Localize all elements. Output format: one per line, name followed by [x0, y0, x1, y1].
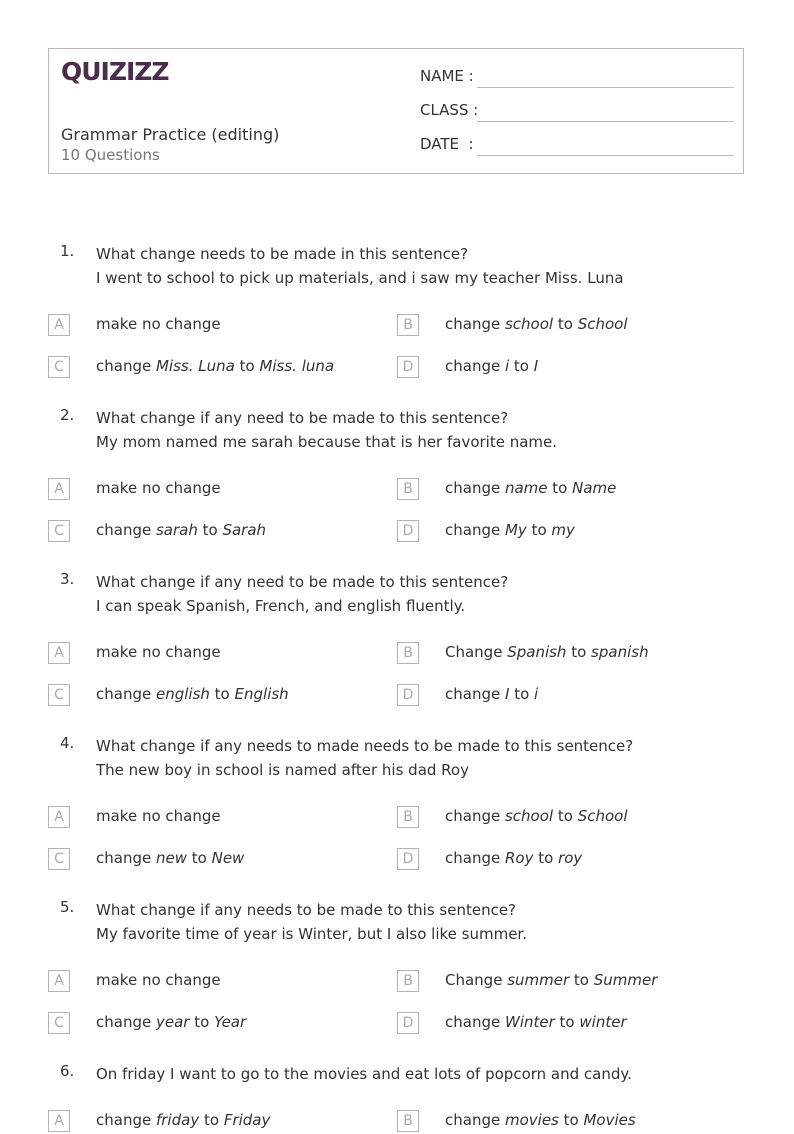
option-term: name — [504, 479, 548, 497]
answer-option-a[interactable] — [48, 314, 378, 338]
worksheet-header — [48, 48, 744, 174]
option-word: change — [445, 357, 505, 375]
option-word: to — [209, 685, 235, 703]
option-letter-box[interactable]: D — [397, 520, 419, 542]
option-text — [96, 357, 334, 375]
option-letter-box[interactable]: A — [48, 314, 70, 336]
question-line: What change if any need to be made to this sentence? — [96, 409, 509, 427]
option-term: school — [504, 807, 554, 825]
answer-option-c[interactable] — [48, 684, 378, 708]
option-term: Sarah — [222, 521, 267, 539]
option-letter-box[interactable]: A — [48, 1110, 70, 1132]
answer-option-b[interactable] — [397, 642, 727, 666]
answer-option-b[interactable] — [397, 1110, 727, 1134]
answer-option-d[interactable] — [397, 520, 727, 544]
option-word: change — [96, 685, 156, 703]
option-letter-box[interactable]: B — [397, 642, 419, 664]
option-term: School — [577, 807, 628, 825]
option-letter-box[interactable]: B — [397, 1110, 419, 1132]
option-word: to — [566, 643, 592, 661]
answer-option-d[interactable] — [397, 848, 727, 872]
option-word: to — [234, 357, 260, 375]
question-count: 10 Questions — [61, 146, 160, 164]
question-line: I went to school to pick up materials, and i saw my teacher Miss. Luna — [96, 269, 624, 287]
option-word: to — [199, 1111, 224, 1129]
option-letter-box[interactable]: B — [397, 970, 419, 992]
option-term: movies — [504, 1111, 559, 1129]
option-word: change — [445, 807, 505, 825]
option-letter-box[interactable]: D — [397, 356, 419, 378]
option-term: roy — [558, 849, 583, 867]
answer-option-a[interactable] — [48, 806, 378, 830]
option-term: spanish — [591, 643, 649, 661]
answer-option-b[interactable] — [397, 478, 727, 502]
option-word: change — [445, 479, 505, 497]
option-text — [445, 1013, 627, 1031]
option-letter-box[interactable]: D — [397, 684, 419, 706]
option-word: make no change — [96, 807, 221, 825]
option-letter-box[interactable]: C — [48, 848, 70, 870]
option-text — [96, 479, 221, 497]
option-word: change — [445, 1013, 505, 1031]
question-text — [96, 734, 633, 782]
class-line — [477, 121, 734, 122]
option-letter-box[interactable]: C — [48, 1012, 70, 1034]
option-word: make no change — [96, 643, 221, 661]
question-number: 2. — [60, 406, 75, 424]
option-letter-box[interactable]: A — [48, 806, 70, 828]
option-term: English — [234, 685, 289, 703]
option-text — [445, 357, 538, 375]
option-text — [445, 685, 538, 703]
question-line: I can speak Spanish, French, and english fluently. — [96, 597, 466, 615]
option-term: new — [155, 849, 187, 867]
option-letter-box[interactable]: C — [48, 356, 70, 378]
option-word: to — [187, 849, 212, 867]
answer-option-d[interactable] — [397, 684, 727, 708]
answer-option-c[interactable] — [48, 356, 378, 380]
option-word: to — [509, 685, 535, 703]
option-word: change — [96, 849, 156, 867]
question-line: What change if any needs to be made to this sentence? — [96, 901, 517, 919]
question-text — [96, 570, 508, 618]
worksheet-title: Grammar Practice (editing) — [61, 125, 280, 144]
question-line: The new boy in school is named after his dad Roy — [96, 761, 469, 779]
option-word: change — [445, 685, 505, 703]
quizizz-logo: QUIZIZZ — [61, 57, 169, 86]
option-term: winter — [579, 1013, 627, 1031]
option-word: to — [554, 1013, 580, 1031]
option-letter-box[interactable]: D — [397, 1012, 419, 1034]
option-term: Roy — [504, 849, 534, 867]
name-field — [420, 67, 734, 91]
question-number: 5. — [60, 898, 75, 916]
question-line: On friday I want to go to the movies and eat lots of popcorn and candy. — [96, 1065, 632, 1083]
question-line: My mom named me sarah because that is her favorite name. — [96, 433, 558, 451]
option-text — [96, 1013, 246, 1031]
option-word: to — [553, 807, 578, 825]
option-word: to — [197, 521, 223, 539]
option-text — [445, 521, 575, 539]
option-text — [445, 971, 657, 989]
option-term: i — [504, 357, 510, 375]
answer-option-c[interactable] — [48, 1012, 378, 1036]
answer-option-c[interactable] — [48, 848, 378, 872]
option-term: Summer — [593, 971, 658, 989]
option-term: english — [155, 685, 210, 703]
option-term: Miss. Luna — [155, 357, 235, 375]
question-line: My favorite time of year is Winter, but I also like summer. — [96, 925, 527, 943]
option-letter-box[interactable]: D — [397, 848, 419, 870]
option-word: change — [445, 315, 505, 333]
option-term: Movies — [583, 1111, 636, 1129]
option-text — [96, 971, 221, 989]
option-text — [96, 1111, 270, 1129]
option-term: My — [504, 521, 527, 539]
answer-option-a[interactable] — [48, 1110, 378, 1134]
option-text — [96, 807, 221, 825]
option-word: change — [445, 849, 505, 867]
question-text — [96, 406, 557, 454]
option-word: to — [526, 521, 552, 539]
question-text — [96, 242, 624, 290]
option-word: to — [189, 1013, 215, 1031]
answer-option-c[interactable] — [48, 520, 378, 544]
option-letter-box[interactable]: B — [397, 478, 419, 500]
option-text — [96, 643, 221, 661]
answer-option-d[interactable] — [397, 1012, 727, 1036]
option-term: school — [504, 315, 554, 333]
option-word: change — [96, 1013, 156, 1031]
option-term: i — [534, 685, 539, 703]
option-word: to — [547, 479, 573, 497]
date-line — [477, 155, 734, 156]
option-text — [445, 643, 649, 661]
option-word: change — [445, 521, 505, 539]
option-word: change — [445, 1111, 505, 1129]
question-number: 3. — [60, 570, 75, 588]
option-term: friday — [155, 1111, 200, 1129]
option-term: Spanish — [507, 643, 567, 661]
option-letter-box[interactable]: A — [48, 970, 70, 992]
question-number: 6. — [60, 1062, 75, 1080]
option-text — [445, 479, 616, 497]
option-term: my — [551, 521, 575, 539]
date-label: DATE : — [420, 135, 474, 153]
option-word: make no change — [96, 479, 221, 497]
option-text — [445, 1111, 636, 1129]
option-term: I — [504, 685, 510, 703]
option-text — [96, 685, 289, 703]
option-letter-box[interactable]: C — [48, 520, 70, 542]
option-letter-box[interactable]: A — [48, 478, 70, 500]
question-number: 1. — [60, 242, 75, 260]
option-text — [96, 315, 221, 333]
answer-option-d[interactable] — [397, 356, 727, 380]
question-line: What change if any need to be made to this sentence? — [96, 573, 509, 591]
question-text — [96, 1062, 632, 1086]
question-text — [96, 898, 527, 946]
option-word: change — [96, 1111, 156, 1129]
option-text — [445, 849, 582, 867]
option-word: to — [509, 357, 534, 375]
option-text — [445, 315, 628, 333]
option-term: New — [211, 849, 245, 867]
option-word: to — [569, 971, 594, 989]
option-term: year — [155, 1013, 190, 1031]
option-text — [445, 807, 628, 825]
option-letter-box[interactable]: A — [48, 642, 70, 664]
name-line — [477, 87, 734, 88]
option-word: Change — [445, 643, 508, 661]
question-line: What change needs to be made in this sentence? — [96, 245, 469, 263]
option-letter-box[interactable]: C — [48, 684, 70, 706]
option-letter-box[interactable]: B — [397, 314, 419, 336]
option-word: to — [553, 315, 578, 333]
option-term: Year — [214, 1013, 247, 1031]
option-word: to — [558, 1111, 584, 1129]
option-word: to — [533, 849, 559, 867]
option-word: Change — [445, 971, 508, 989]
option-term: Miss. luna — [259, 357, 335, 375]
answer-option-a[interactable] — [48, 970, 378, 994]
option-term: sarah — [155, 521, 198, 539]
answer-option-b[interactable] — [397, 806, 727, 830]
class-field — [420, 101, 734, 125]
question-line: What change if any needs to made needs to be made to this sentence? — [96, 737, 634, 755]
option-text — [96, 849, 244, 867]
answer-option-b[interactable] — [397, 314, 727, 338]
option-word: change — [96, 357, 156, 375]
option-word: make no change — [96, 315, 221, 333]
answer-option-a[interactable] — [48, 642, 378, 666]
option-text — [96, 521, 266, 539]
option-term: Name — [572, 479, 617, 497]
option-word: change — [96, 521, 156, 539]
date-field — [420, 135, 734, 159]
answer-option-b[interactable] — [397, 970, 727, 994]
option-term: School — [577, 315, 628, 333]
question-number: 4. — [60, 734, 75, 752]
option-term: summer — [507, 971, 570, 989]
name-label: NAME : — [420, 67, 474, 85]
option-term: Friday — [223, 1111, 271, 1129]
option-term: I — [533, 357, 539, 375]
option-word: make no change — [96, 971, 221, 989]
answer-option-a[interactable] — [48, 478, 378, 502]
option-term: Winter — [504, 1013, 555, 1031]
option-letter-box[interactable]: B — [397, 806, 419, 828]
class-label: CLASS : — [420, 101, 479, 119]
